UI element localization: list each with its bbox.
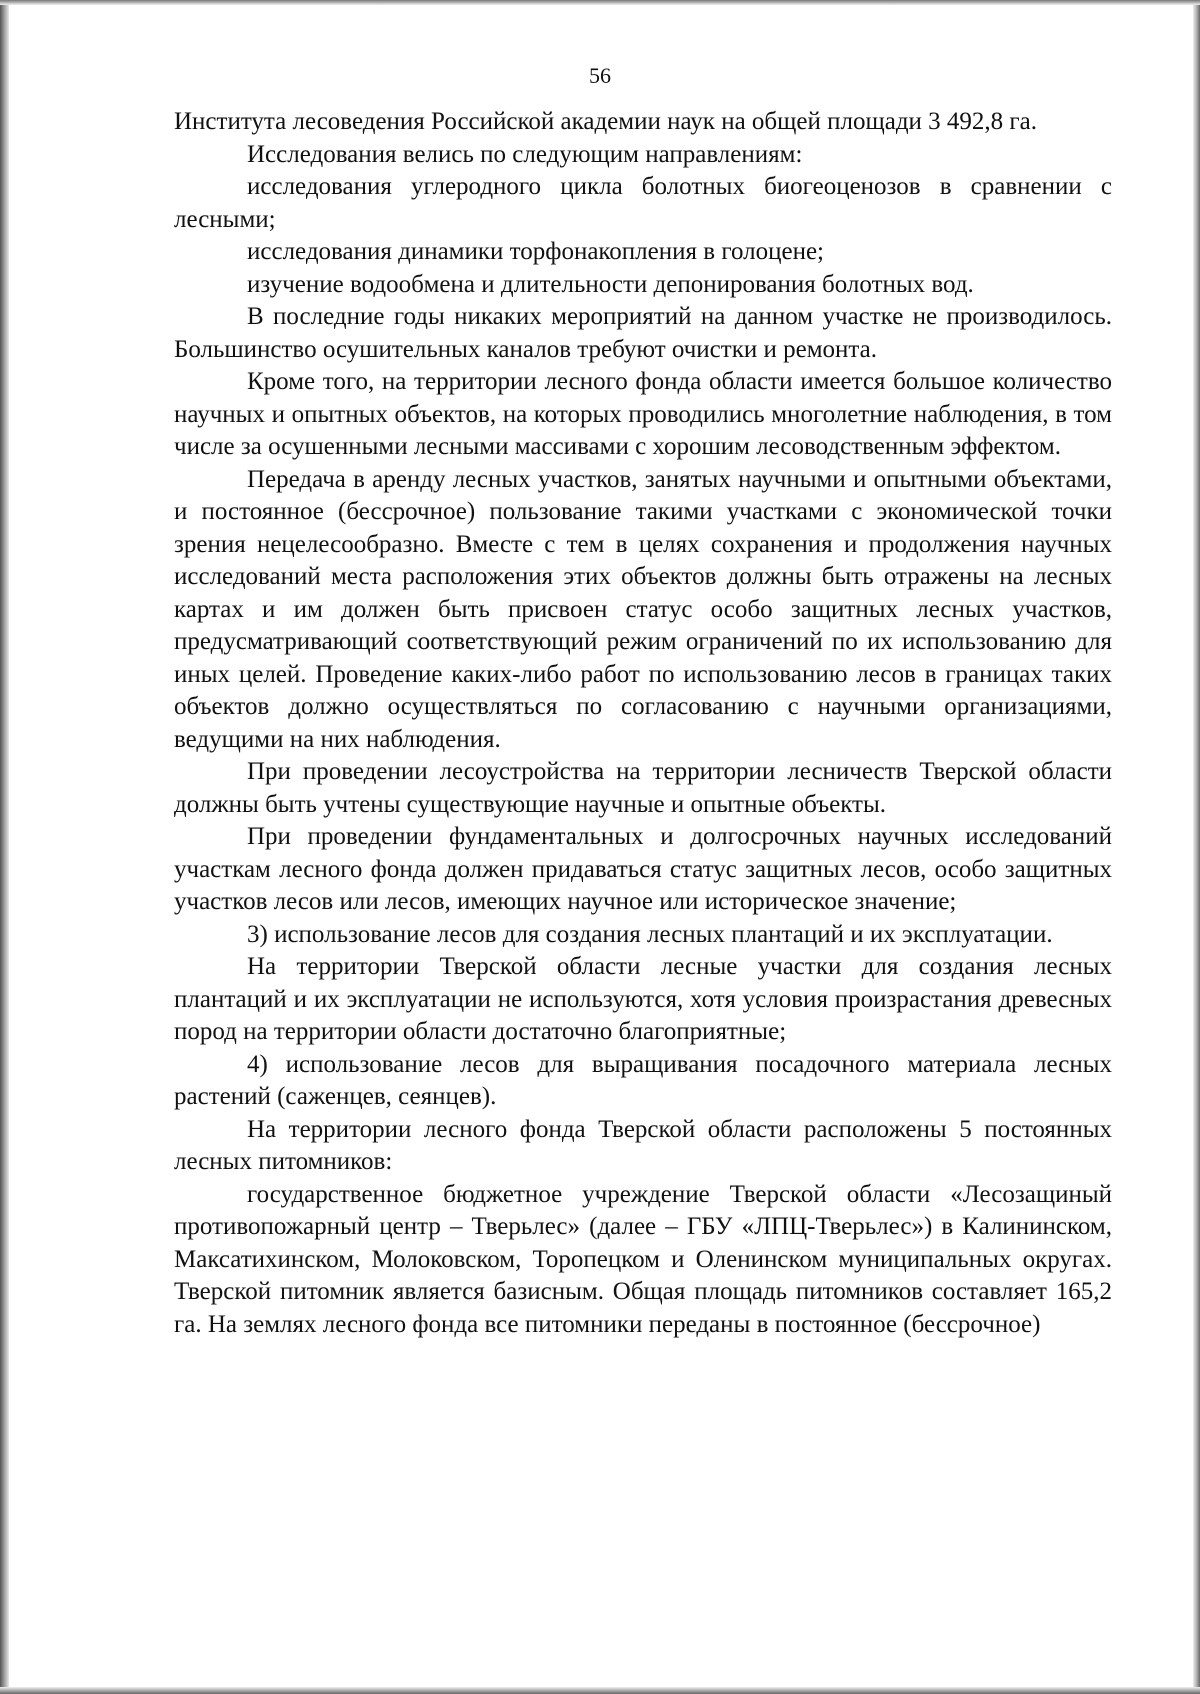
scan-edge-top [0,0,1200,5]
paragraph: На территории лесного фонда Тверской области расположены 5 постоянных лесных питомников: [174,1115,1112,1175]
paragraph: Института лесоведения Российской академии наук на общей площади 3 492,8 га. [174,108,1038,135]
scan-edge-right [1193,0,1200,1694]
paragraph: государственное бюджетное учреждение Тверской области «Лесозащиный противопожарный центр – Тверьлес» (далее – ГБУ «ЛПЦ-Тверьлес») в Калининском, Максатихинском, Молоковском, Торопецком и Оленинском муниципальных округах. Тверской питомник является базисным. Общая площадь питомников составляет 165,2 га. На землях лесного фонда все питомники переданы в постоянное (бессрочное) [174,1180,1112,1338]
paragraph: В последние годы никаких мероприятий на данном участке не производилось. Большинство осушительных каналов требуют очистки и ремонта. [174,303,1112,363]
paragraph: исследования углеродного цикла болотных биогеоценозов в сравнении с лесными; [174,173,1112,233]
paragraph: 4) использование лесов для выращивания посадочного материала лесных растений (саженцев, сеянцев). [174,1050,1112,1110]
paragraph: Кроме того, на территории лесного фонда области имеется большое количество научных и опытных объектов, на которых проводились многолетние наблюдения, в том числе за осушенными лесными массивами с хорошим лесоводственным эффектом. [174,368,1112,460]
paragraph: 3) использование лесов для создания лесных плантаций и их эксплуатации. [247,920,1053,948]
paragraph: Передача в аренду лесных участков, занятых научными и опытными объектами, и постоянное (бессрочное) пользование такими участками с экономической точки зрения нецелесообразно. Вместе с тем в целях сохранения и продолжения научных исследований места расположения этих объектов должны быть отражены на лесных картах и им должен быть присвоен статус особо защитных лесных участков, предусматривающий соответствующий режим ограничений по их использованию для иных целей. Проведение каких-либо работ по использованию лесов в границах таких объектов должно осуществляться по согласованию с научными организациями, ведущими на них наблюдения. [174,465,1112,753]
paragraph: Исследования велись по следующим направлениям: [247,140,803,168]
paragraph: При проведении лесоустройства на территории лесничеств Тверской области должны быть учтены существующие научные и опытные объекты. [174,758,1112,818]
paragraph: На территории Тверской области лесные участки для создания лесных плантаций и их эксплуатации не используются, хотя условия произрастания древесных пород на территории области достаточно благоприятные; [174,953,1112,1045]
document-body [174,106,1112,1341]
scan-edge-left [0,0,9,1694]
page-number: 56 [589,63,611,88]
scan-edge-bottom [0,1687,1200,1694]
paragraph: При проведении фундаментальных и долгосрочных научных исследований участкам лесного фонда должен придаваться статус защитных лесов, особо защитных участков лесов или лесов, имеющих научное или историческое значение; [174,823,1112,915]
paragraph: исследования динамики торфонакопления в голоцене; [247,238,824,265]
paragraph: изучение водообмена и длительности депонирования болотных вод. [247,270,974,298]
